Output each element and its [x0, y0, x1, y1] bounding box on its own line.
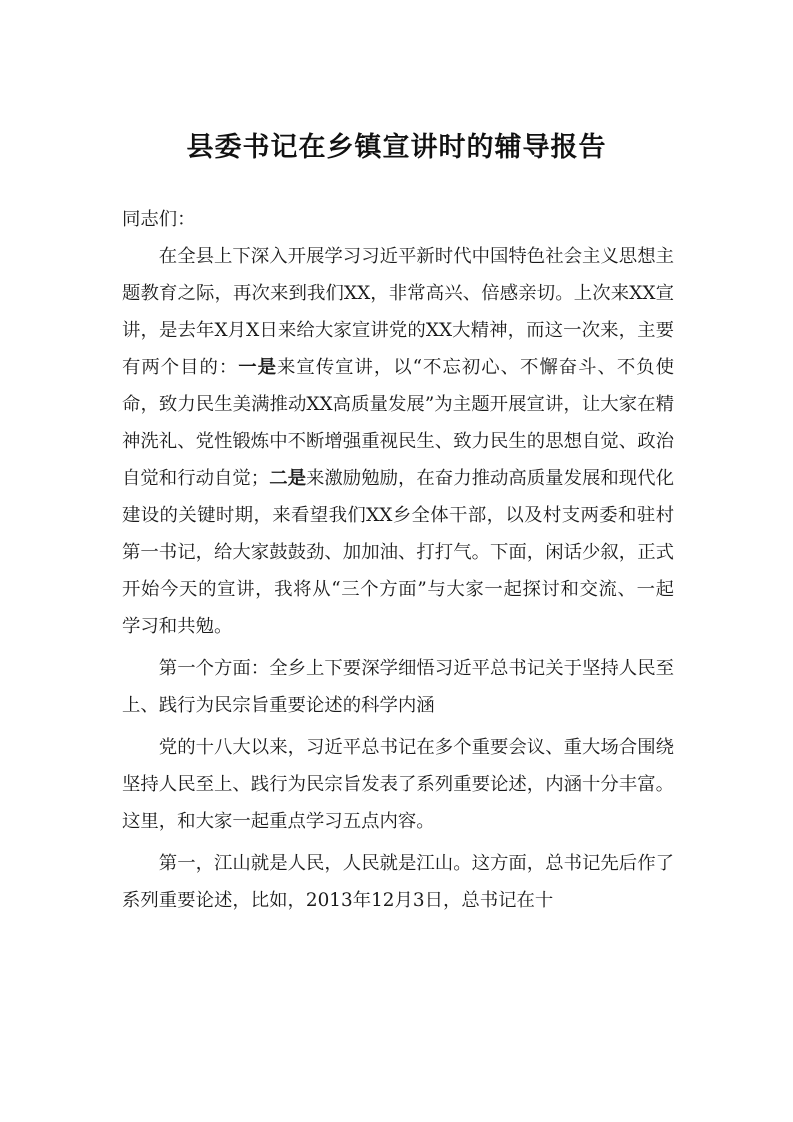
point-two-label: 二是	[269, 468, 306, 489]
document-body	[122, 201, 674, 919]
point-one-label: 一是	[238, 357, 278, 378]
paragraph-intro-text-2: 来宣传宣讲，以“不忘初心、不懈奋斗、不负使命，致力民生美满推动XX高质量发展”为主题开展宣讲，让大家在精神洗礼、党性锻炼中不断增强重视民生、致力民生的思想自觉、政治自觉和行动自觉；	[122, 357, 674, 489]
paragraph-intro	[122, 238, 674, 645]
section-heading-first-aspect: 第一个方面：全乡上下要深学细悟习近平总书记关于坚持人民至上、践行为民宗旨重要论述的科学内涵	[122, 658, 674, 716]
document-title: 县委书记在乡镇宣讲时的辅导报告	[186, 132, 607, 163]
paragraph-point-first: 第一，江山就是人民，人民就是江山。这方面，总书记先后作了系列重要论述，比如，2013年12月3日，总书记在十	[122, 853, 674, 911]
paragraph-eighteenth-congress: 党的十八大以来，习近平总书记在多个重要会议、重大场合围绕坚持人民至上、践行为民宗旨发表了系列重要论述，内涵十分丰富。这里，和大家一起重点学习五点内容。	[122, 737, 674, 832]
paragraph-intro-text-1: 在全县上下深入开展学习习近平新时代中国特色社会主义思想主题教育之际，再次来到我们XX，非常高兴、倍感亲切。上次来XX宣讲，是去年X月X日来给大家宣讲党的XX大精神，而这一次来，主要有两个目的：	[122, 246, 674, 378]
salutation: 同志们：	[122, 209, 196, 230]
paragraph-intro-text-3: 来激励勉励，在奋力推动高质量发展和现代化建设的关键时期，来看望我们XX乡全体干部，以及村支两委和驻村第一书记，给大家鼓鼓劲、加加油、打打气。下面，闲话少叙，正式开始今天的宣讲，我将从“三个方面”与大家一起探讨和交流、一起学习和共勉。	[122, 468, 674, 637]
